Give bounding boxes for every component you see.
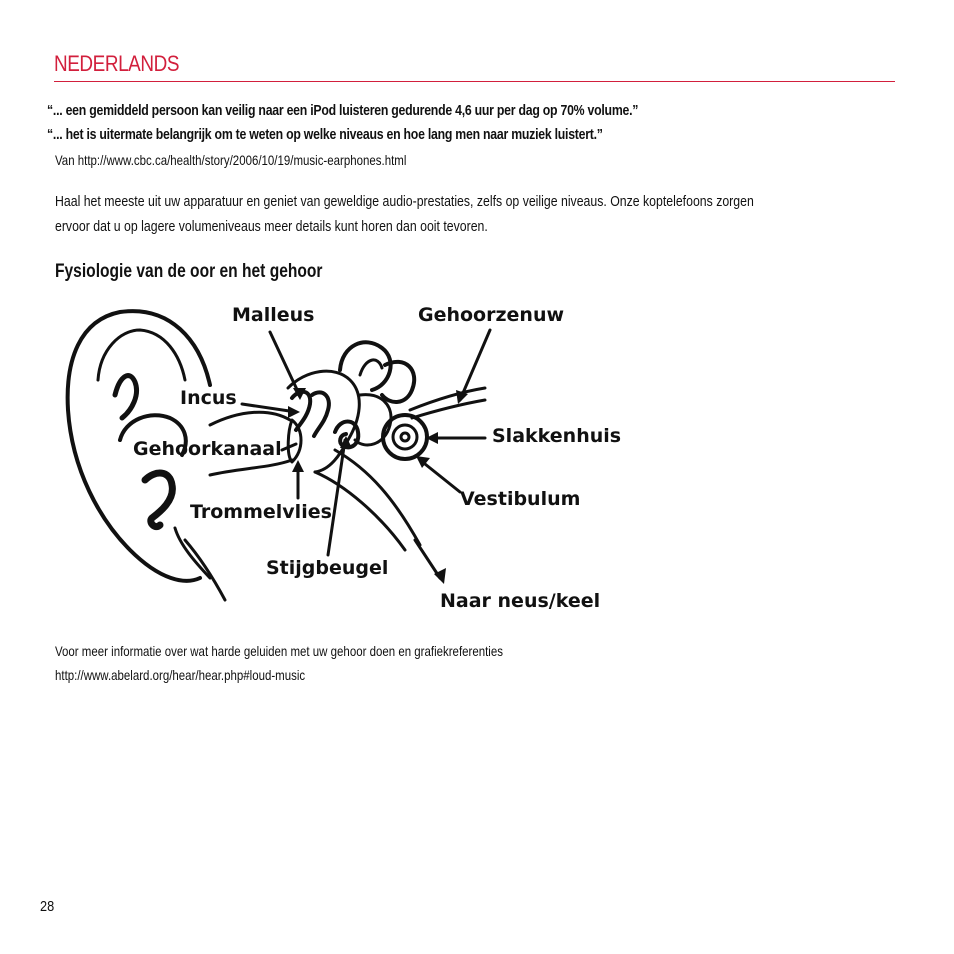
cochlea-middle	[393, 425, 417, 449]
pinna-antihelix	[115, 376, 137, 418]
ear-anatomy-diagram	[60, 300, 640, 620]
auditory-nerve-lower	[412, 400, 485, 418]
naar-neus-keel-leader	[415, 540, 440, 578]
pinna-tail	[185, 540, 225, 600]
vestibulum-leader	[420, 460, 460, 492]
malleus-leader	[270, 332, 300, 396]
incus-shape	[312, 392, 329, 436]
label-vestibulum: Vestibulum	[460, 488, 581, 510]
label-incus: Incus	[180, 387, 237, 409]
cochlea-outer	[383, 415, 427, 459]
quote-source: Van http://www.cbc.ca/health/story/2006/10/19/music-earphones.html	[55, 152, 407, 168]
ear-canal-lower	[210, 460, 292, 475]
incus-leader	[242, 404, 296, 412]
label-stijgbeugel: Stijgbeugel	[266, 557, 389, 579]
eustachian-tube-right	[335, 450, 420, 545]
ear-canal-upper	[210, 412, 290, 425]
section-title: Fysiologie van de oor en het gehoor	[55, 261, 323, 282]
pinna-tragus	[175, 528, 210, 578]
language-heading: NEDERLANDS	[54, 51, 180, 76]
footer-note: Voor meer informatie over wat harde geluiden met uw gehoor doen en grafiekreferenties	[55, 643, 503, 659]
semicircular-canal-2	[360, 360, 382, 375]
label-trommelvlies: Trommelvlies	[190, 501, 332, 523]
page-number: 28	[40, 898, 55, 915]
label-gehoorzenuw: Gehoorzenuw	[418, 304, 565, 326]
incus-arrowhead	[288, 406, 300, 418]
quote-1: “... een gemiddeld persoon kan veilig naar een iPod luisteren gedurende 4,6 uur per dag op 70% volume.”	[47, 102, 639, 119]
intro-paragraph-line-2: ervoor dat u op lagere volumeniveaus meer details kunt horen dan ooit tevoren.	[55, 218, 488, 235]
label-gehoorkanaal: Gehoorkanaal	[133, 438, 282, 460]
quote-2: “... het is uitermate belangrijk om te weten op welke niveaus en hoe lang men naar muziek luistert.”	[47, 126, 603, 143]
pinna-inner-fold	[98, 330, 185, 380]
cochlea-inner	[401, 433, 409, 441]
label-malleus: Malleus	[232, 304, 315, 326]
footer-url[interactable]: http://www.abelard.org/hear/hear.php#loud-music	[55, 667, 306, 683]
pinna-lobe-fold	[145, 473, 172, 527]
label-slakkenhuis: Slakkenhuis	[492, 425, 622, 447]
heading-divider	[54, 81, 895, 82]
label-naar-neus-keel: Naar neus/keel	[440, 590, 601, 612]
intro-paragraph-line-1: Haal het meeste uit uw apparatuur en geniet van geweldige audio-prestaties, zelfs op veilige niveaus. Onze koptelefoons zorgen	[55, 193, 754, 210]
